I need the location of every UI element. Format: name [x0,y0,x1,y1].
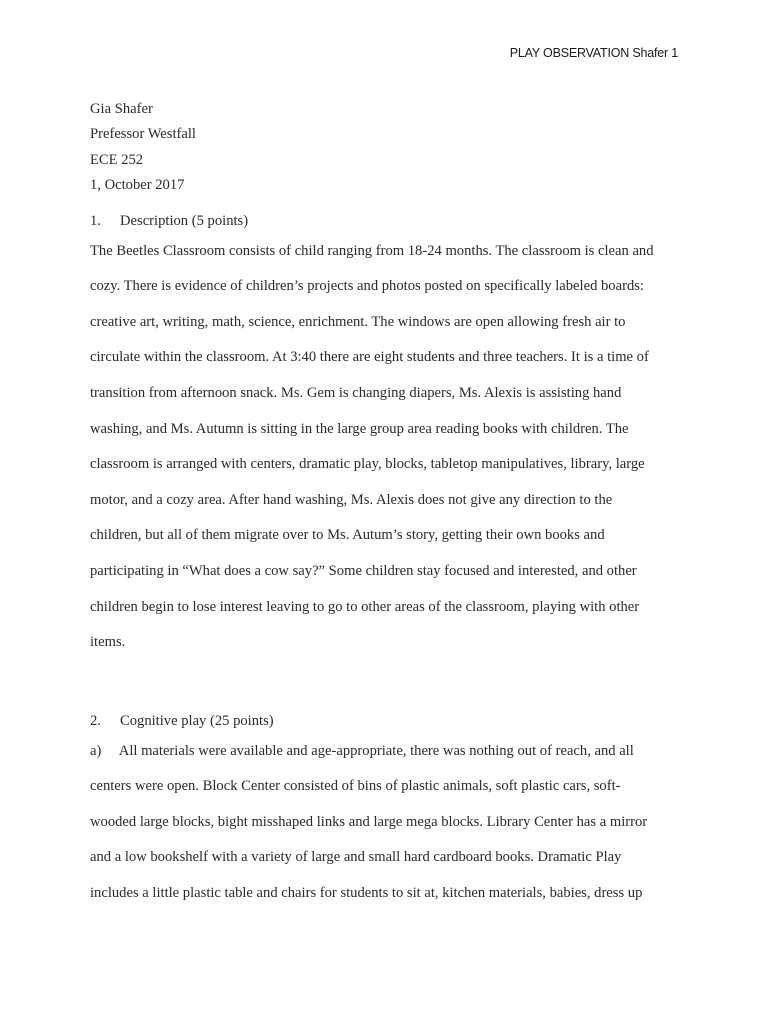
author-name: Gia Shafer [90,101,153,117]
text-line: participating in “What does a cow say?” Some children stay focused and interested, and other [90,562,637,579]
course-code: ECE 252 [90,151,144,168]
description-paragraph [90,234,680,661]
text-line: classroom is arranged with centers, dramatic play, blocks, tabletop manipulatives, library, large [90,456,645,473]
text-line: centers were open. Block Center consisted of bins of plastic animals, soft plastic cars, soft- [90,778,621,795]
section-heading-cognitive-play [90,708,680,734]
section-spacer [90,661,680,699]
section-heading-description [90,208,680,234]
section-title: Cognitive play (25 points) [120,712,274,729]
text-line: creative art, writing, math, science, enrichment. The windows are open allowing fresh air to [90,313,626,330]
section-number: 1. [90,212,101,229]
professor-name: Prefessor Westfall [90,126,196,143]
text-line: wooded large blocks, bight misshaped links and large mega blocks. Library Center has a mirror [90,813,648,830]
cognitive-play-paragraph [90,734,680,912]
text-line: includes a little plastic table and chairs for students to sit at, kitchen materials, babies, dress up [90,885,643,902]
text-line: transition from afternoon snack. Ms. Gem is changing diapers, Ms. Alexis is assisting hand [90,384,622,401]
text-line: washing, and Ms. Autumn is sitting in the large group area reading books with children. The [90,420,629,437]
text-line: children begin to lose interest leaving to go to other areas of the classroom, playing with other [90,598,640,615]
document-body [90,97,680,912]
document-date: 1, October 2017 [90,177,185,194]
text-line: items. [90,634,126,651]
text-line: circulate within the classroom. At 3:40 there are eight students and three teachers. It is a time of [90,349,649,366]
text-line: The Beetles Classroom consists of child ranging from 18-24 months. The classroom is clean and [90,242,654,259]
text-line: a) All materials were available and age-appropriate, there was nothing out of reach, and all [90,742,634,759]
section-title: Description (5 points) [120,212,249,229]
running-head: PLAY OBSERVATION Shafer 1 [509,46,678,60]
text-line: children, but all of them migrate over to Ms. Autum’s story, getting their own books and [90,527,605,544]
section-number: 2. [90,712,101,729]
text-line: motor, and a cozy area. After hand washing, Ms. Alexis does not give any direction to the [90,491,613,508]
text-line: cozy. There is evidence of children’s projects and photos posted on specifically labeled boards: [90,278,644,295]
text-line: and a low bookshelf with a variety of large and small hard cardboard books. Dramatic Play [90,849,622,866]
